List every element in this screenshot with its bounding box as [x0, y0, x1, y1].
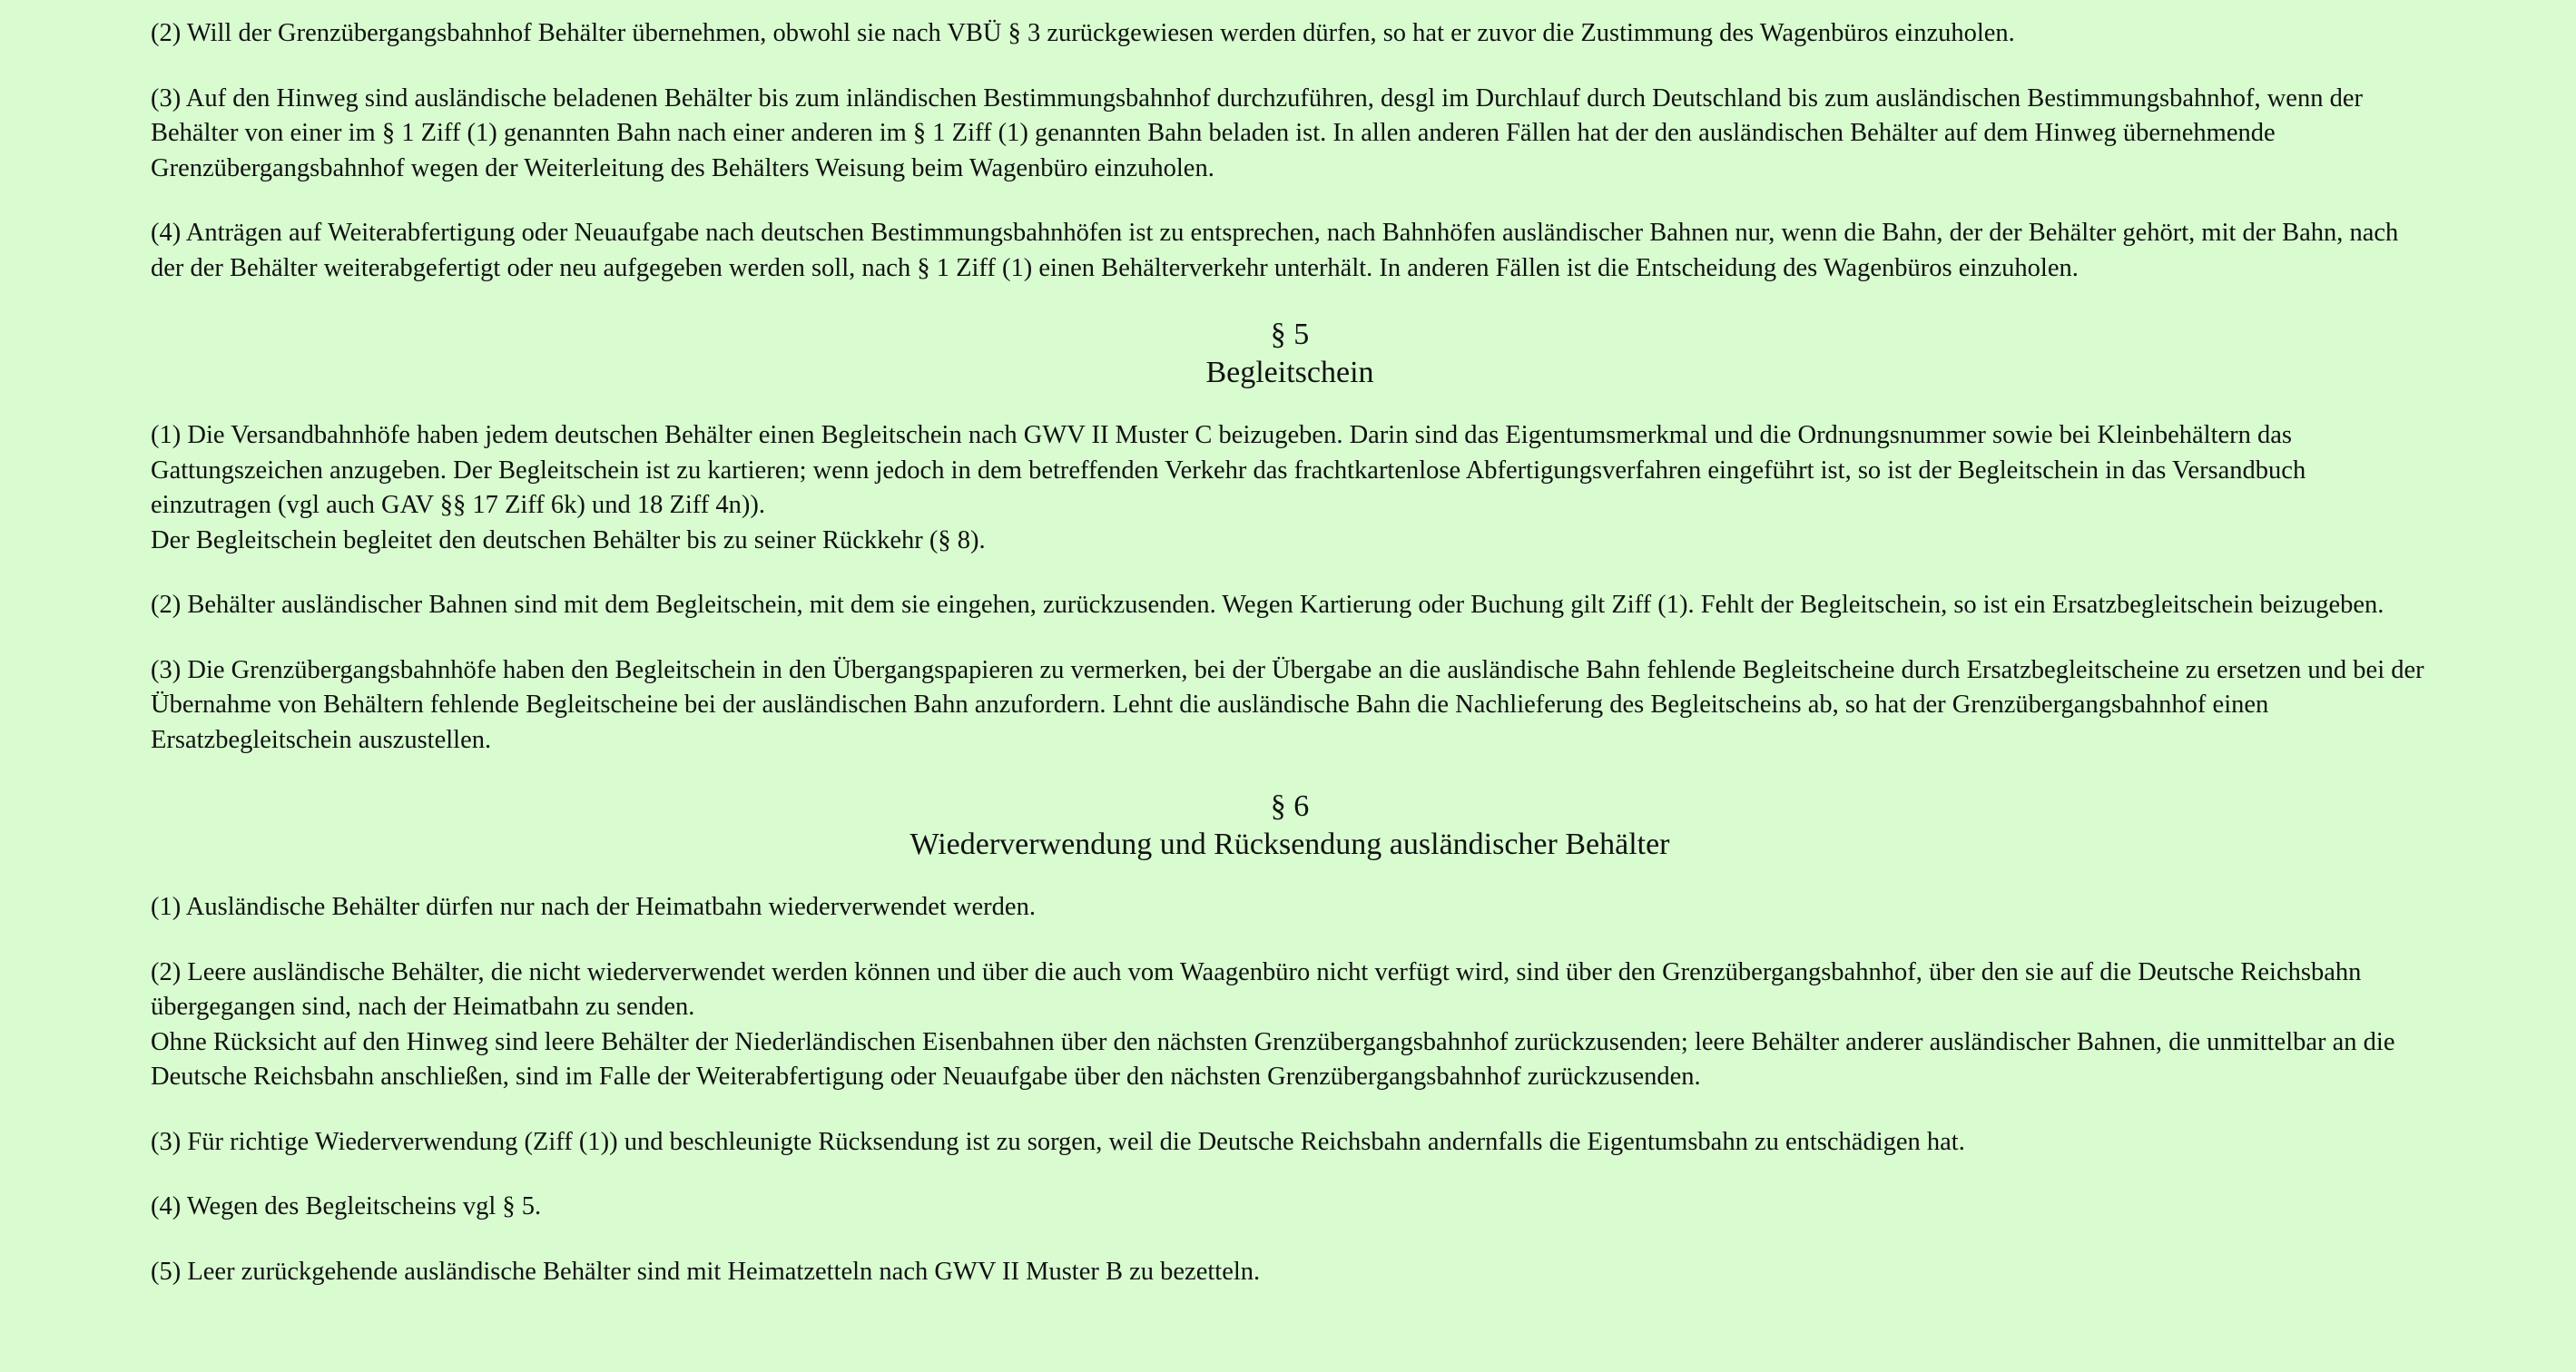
- section-6-number: § 6: [1270, 789, 1310, 823]
- s6-paragraph-2: [151, 956, 2429, 1095]
- s4-paragraph-2: (2) Will der Grenzübergangsbahnhof Behälter übernehmen, obwohl sie nach VBÜ § 3 zurückgewiesen werden dürfen, so hat er zuvor die Zustimmung des Wagenbüros einzuholen.: [151, 19, 2015, 47]
- s6-paragraph-2-text: (2) Leere ausländische Behälter, die nicht wiederverwendet werden können und über die auch vom Waagenbüro nicht verfügt wird, sind über den Grenzübergangsbahnhof, über den sie auf die Deutsche Reichsbahn übergegangen sind, nach der Heimatbahn zu senden.: [151, 957, 2362, 1021]
- s6-paragraph-5: (5) Leer zurückgehende ausländische Behälter sind mit Heimatzetteln nach GWV II Muster B zu bezetteln.: [151, 1257, 1261, 1286]
- s5-paragraph-1-continuation: Der Begleitschein begleitet den deutschen Behälter bis zu seiner Rückkehr (§ 8).: [151, 525, 986, 554]
- s6-paragraph-1: (1) Ausländische Behälter dürfen nur nach der Heimatbahn wiederverwendet werden.: [151, 893, 1036, 921]
- s6-paragraph-2-continuation: Ohne Rücksicht auf den Hinweg sind leere Behälter der Niederländischen Eisenbahnen über den nächsten Grenzübergangsbahnhof zurückzusenden; leere Behälter anderer ausländischer Bahnen, die unmittelbar an die Deutsche Reichsbahn anschließen, sind im Falle der Weiterabfertigung oder Neuaufgabe über den nächsten Grenzübergangsbahnhof zurückzusenden.: [151, 1027, 2395, 1091]
- s6-paragraph-3: (3) Für richtige Wiederverwendung (Ziff (1)) und beschleunigte Rücksendung ist zu sorgen, weil die Deutsche Reichsbahn andernfalls die Eigentumsbahn zu entschädigen hat.: [151, 1127, 1965, 1156]
- s6-paragraph-4: (4) Wegen des Begleitscheins vgl § 5.: [151, 1192, 542, 1220]
- s5-paragraph-1: [151, 418, 2429, 558]
- s5-paragraph-1-text: (1) Die Versandbahnhöfe haben jedem deutschen Behälter einen Begleitschein nach GWV II Muster C beizugeben. Darin sind das Eigentumsmerkmal und die Ordnungsnummer sowie bei Kleinbehältern das Gattungszeichen anzugeben. Der Begleitschein ist zu kartieren; wenn jedoch in dem betreffenden Verkehr das frachtkartenlose Abfertigungsverfahren eingeführt ist, so ist der Begleitschein in das Versandbuch einzutragen (vgl auch GAV §§ 17 Ziff 6k) und 18 Ziff 4n)).: [151, 421, 2306, 519]
- s4-paragraph-3: (3) Auf den Hinweg sind ausländische beladenen Behälter bis zum inländischen Bestimmungsbahnhof durchzuführen, desgl im Durchlauf durch Deutschland bis zum ausländischen Bestimmungsbahnhof, wenn der Behälter von einer im § 1 Ziff (1) genannten Bahn nach einer anderen im § 1 Ziff (1) genannten Bahn beladen ist. In allen anderen Fällen hat der den ausländischen Behälter auf dem Hinweg übernehmende Grenzübergangsbahnhof wegen der Weiterleitung des Behälters Weisung beim Wagenbüro einzuholen.: [151, 83, 2363, 182]
- section-5-number: § 5: [1270, 318, 1310, 351]
- document-body: [151, 16, 2429, 1319]
- s5-paragraph-2: (2) Behälter ausländischer Bahnen sind mit dem Begleitschein, mit dem sie eingehen, zurückzusenden. Wegen Kartierung oder Buchung gilt Ziff (1). Fehlt der Begleitschein, so ist ein Ersatzbegleitschein beizugeben.: [151, 591, 2384, 619]
- section-6-heading: [151, 788, 2429, 864]
- section-6-title: Wiederverwendung und Rücksendung ausländischer Behälter: [909, 828, 1670, 861]
- section-5-heading: [151, 316, 2429, 392]
- section-5-title: Begleitschein: [1205, 356, 1374, 389]
- s5-paragraph-3: (3) Die Grenzübergangsbahnhöfe haben den Begleitschein in den Übergangspapieren zu vermerken, bei der Übergabe an die ausländische Bahn fehlende Begleitscheine durch Ersatzbegleitscheine zu ersetzen und bei der Übernahme von Behältern fehlende Begleitscheine bei der ausländischen Bahn anzufordern. Lehnt die ausländische Bahn die Nachlieferung des Begleitscheins ab, so hat der Grenzübergangsbahnhof einen Ersatzbegleitschein auszustellen.: [151, 655, 2424, 754]
- s4-paragraph-4: (4) Anträgen auf Weiterabfertigung oder Neuaufgabe nach deutschen Bestimmungsbahnhöfen ist zu entsprechen, nach Bahnhöfen ausländischer Bahnen nur, wenn die Bahn, der der Behälter gehört, mit der Bahn, nach der der Behälter weiterabgefertigt oder neu aufgegeben werden soll, nach § 1 Ziff (1) einen Behälterverkehr unterhält. In anderen Fällen ist die Entscheidung des Wagenbüros einzuholen.: [151, 219, 2399, 282]
